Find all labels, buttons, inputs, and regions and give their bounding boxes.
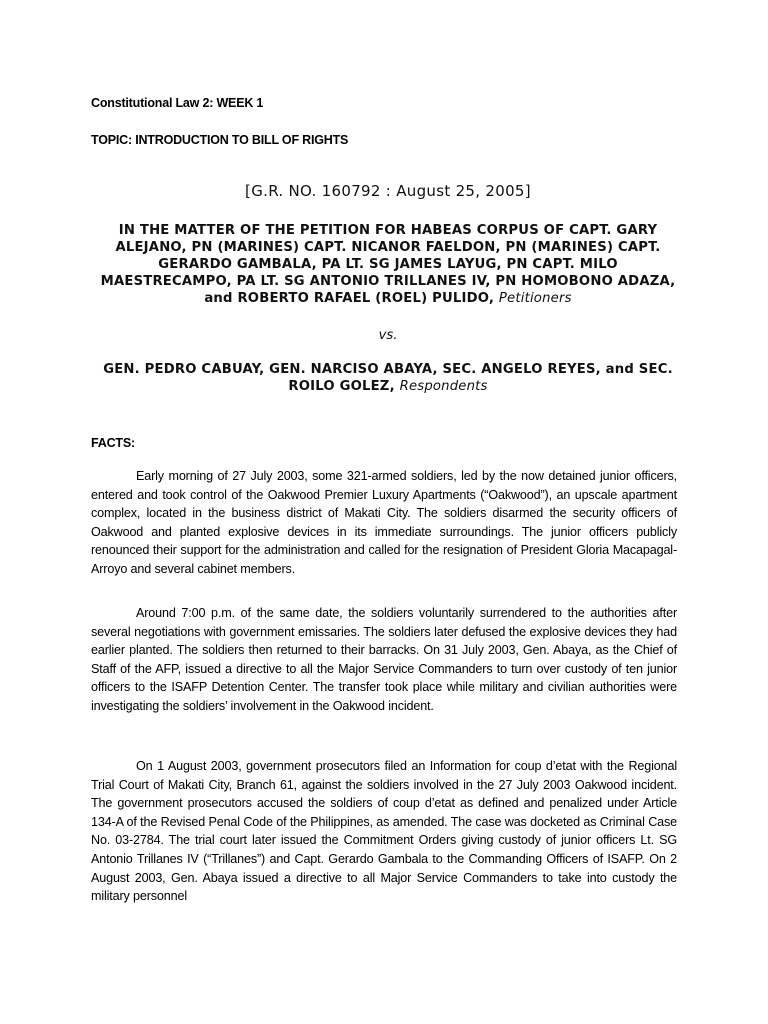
petitioners-names: IN THE MATTER OF THE PETITION FOR HABEAS CORPUS OF CAPT. GARY ALEJANO, PN (MARINES) CAPT. NICANOR FAELDON, PN (MARINES) CAPT. GERARDO GAMBALA, PA LT. SG JAMES LAYUG, PN CAPT. MILO MAESTRECAMPO, PA LT. SG ANTONIO TRILLANES IV, PN HOMOBONO ADAZA, and ROBERTO RAFAEL (ROEL) PULIDO, xyxy=(100,223,676,306)
versus-label: vs. xyxy=(378,328,398,343)
facts-paragraph-1: Early morning of 27 July 2003, some 321-armed soldiers, led by the now detained junior officers, entered and took control of the Oakwood Premier Luxury Apartments (“Oakwood”), an upscale apartment complex, located in the business district of Makati City. The soldiers disarmed the security officers of Oakwood and planted explosive devices in its immediate surroundings. The junior officers publicly renounced their support for the administration and called for the resignation of President Gloria Macapagal-Arroyo and several cabinet members. xyxy=(91,469,677,576)
petitioners-role: Petitioners xyxy=(498,291,572,306)
facts-heading: FACTS: xyxy=(91,436,135,450)
petitioners-block xyxy=(96,222,680,307)
case-number: [G.R. NO. 160792 : August 25, 2005] xyxy=(245,182,531,200)
respondents-role: Respondents xyxy=(399,379,488,394)
topic-heading: TOPIC: INTRODUCTION TO BILL OF RIGHTS xyxy=(91,133,349,147)
facts-paragraph-3: On 1 August 2003, government prosecutors filed an Information for coup d’etat with the Regional Trial Court of Makati City, Branch 61, against the soldiers involved in the 27 July 2003 Oakwood incident. The government prosecutors accused the soldiers of coup d’etat as defined and penalized under Article 134-A of the Revised Penal Code of the Philippines, as amended. The case was docketed as Criminal Case No. 03-2784. The trial court later issued the Commitment Orders giving custody of junior officers Lt. SG Antonio Trillanes IV (“Trillanes”) and Capt. Gerardo Gambala to the Commanding Officers of ISAFP. On 2 August 2003, Gen. Abaya issued a directive to all Major Service Commanders to take into custody the military personnel xyxy=(91,759,677,904)
respondents-block xyxy=(96,361,680,395)
facts-paragraph-2: Around 7:00 p.m. of the same date, the soldiers voluntarily surrendered to the authorities after several negotiations with government emissaries. The soldiers later defused the explosive devices they had earlier planted. The soldiers then returned to their barracks. On 31 July 2003, Gen. Abaya, as the Chief of Staff of the AFP, issued a directive to all the Major Service Commanders to turn over custody of ten junior officers to the ISAFP Detention Center. The transfer took place while military and civilian authorities were investigating the soldiers’ involvement in the Oakwood incident. xyxy=(91,606,677,713)
course-title: Constitutional Law 2: WEEK 1 xyxy=(91,96,264,110)
respondents-names: GEN. PEDRO CABUAY, GEN. NARCISO ABAYA, SEC. ANGELO REYES, and SEC. ROILO GOLEZ, xyxy=(103,362,673,394)
